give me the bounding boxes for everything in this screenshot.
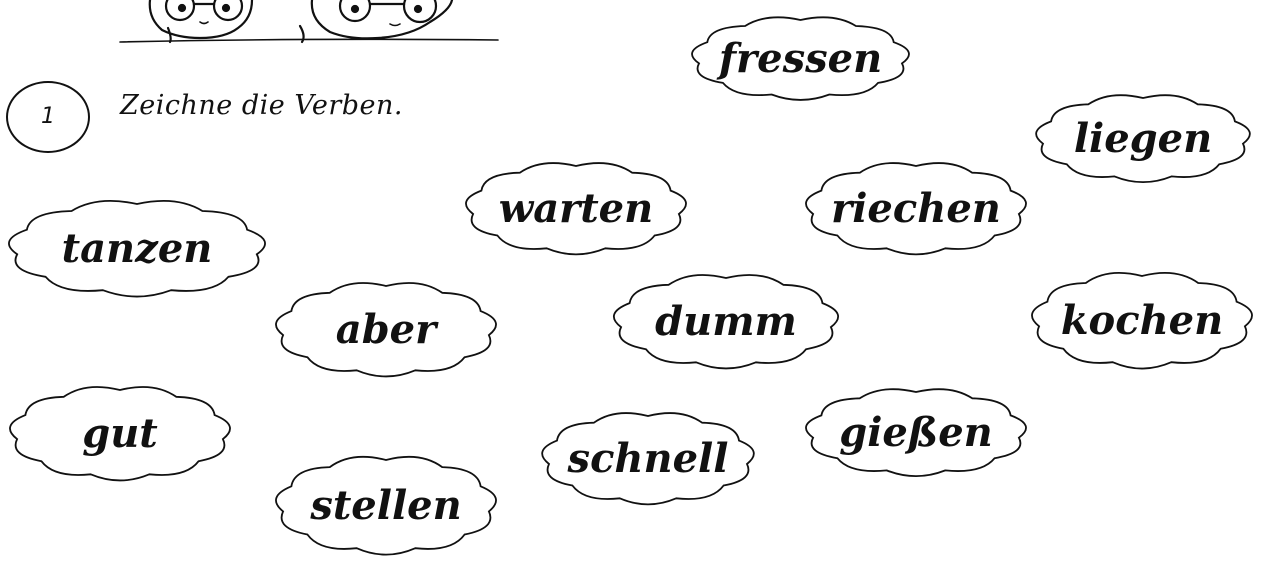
word-cloud-kochen (1028, 268, 1256, 372)
word-cloud-stellen (272, 452, 500, 558)
word-label: fressen (718, 34, 883, 82)
word-label: liegen (1073, 114, 1213, 162)
word-cloud-aber (272, 278, 500, 380)
word-cloud-tanzen (6, 196, 268, 300)
task-instruction: Zeichne die Verben. (120, 90, 403, 121)
word-cloud-liegen (1032, 90, 1254, 186)
word-label: riechen (831, 184, 1001, 232)
word-label: schnell (567, 434, 729, 482)
word-cloud-giessen (802, 384, 1030, 480)
word-label: kochen (1060, 296, 1224, 344)
word-label: gut (82, 409, 158, 457)
word-label: gießen (839, 408, 993, 456)
word-cloud-warten (462, 158, 690, 258)
word-label: aber (335, 305, 437, 353)
word-cloud-dumm (610, 270, 842, 372)
task-number: 1 (41, 104, 55, 129)
word-cloud-schnell (538, 408, 758, 508)
word-label: warten (498, 184, 654, 232)
word-cloud-gut (6, 382, 234, 484)
word-label: stellen (310, 481, 462, 529)
word-label: tanzen (61, 224, 213, 272)
word-label: dumm (655, 297, 797, 345)
word-cloud-riechen (802, 158, 1030, 258)
word-cloud-fressen (688, 12, 913, 104)
characters-illustration (0, 0, 520, 50)
